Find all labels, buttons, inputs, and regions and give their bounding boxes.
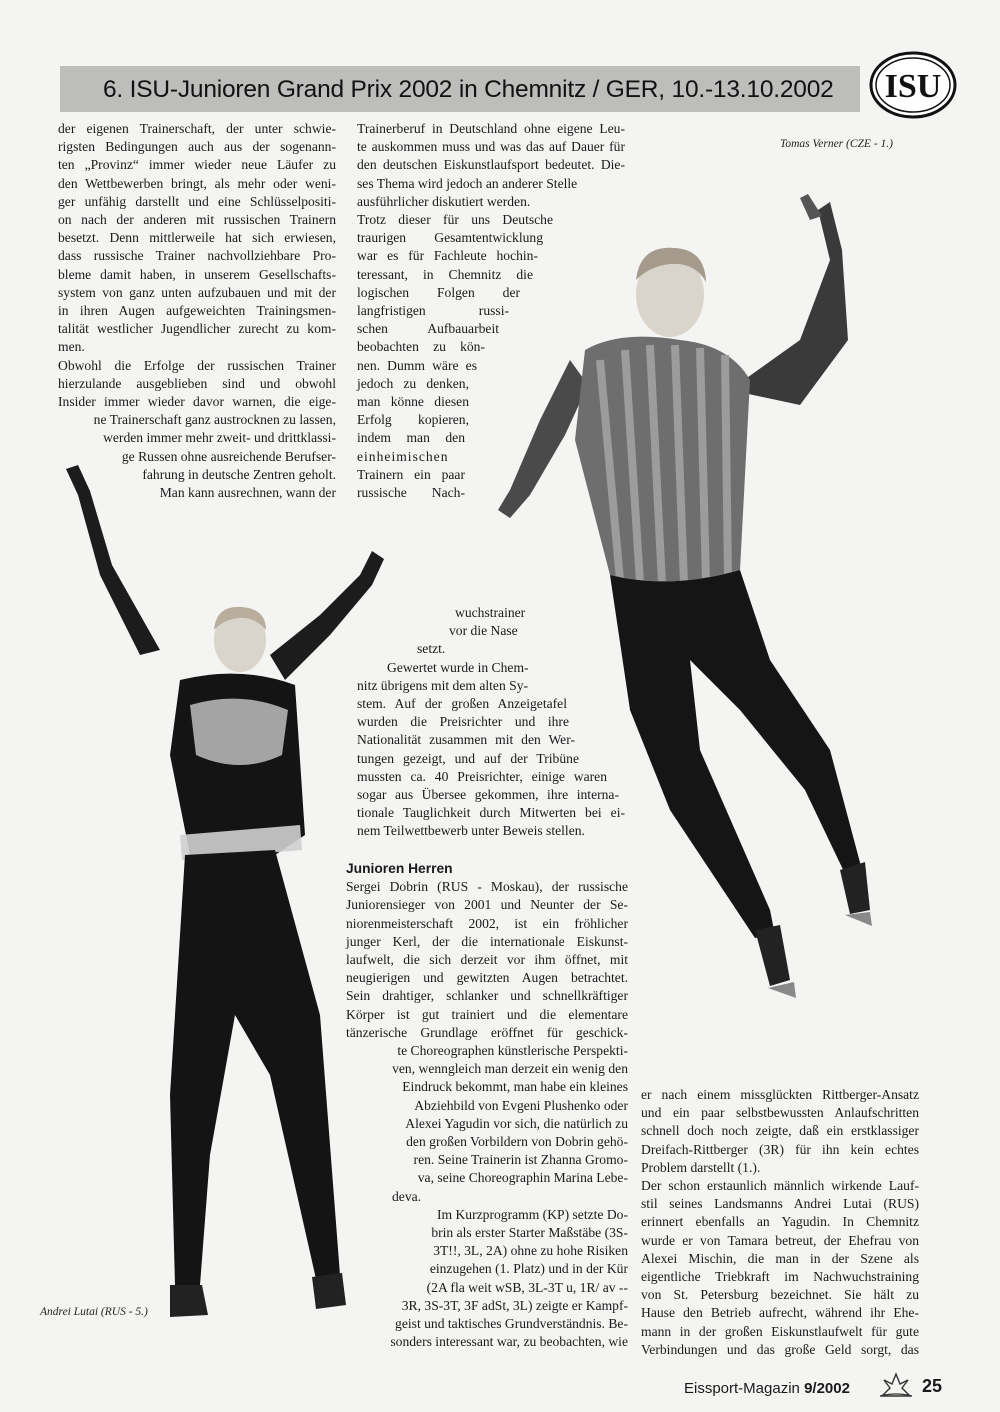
text-line: vor die Nase [449,623,518,639]
text-line: laufwelt, die sich derzeit vor ihm öffnet, mit [346,952,628,968]
text-line: ten „Provinz“ immer wieder neue Läufer zu [58,157,336,173]
text-line: dass russische Trainer nachvollziehbare Pro- [58,248,336,264]
text-line: Hause den Betrieb aufrecht, während ihr Ehe- [641,1305,919,1321]
text-line: deva. [392,1188,422,1204]
text-line: jedoch zu denken, [357,375,469,391]
footer-magazine-name: Eissport-Magazin [684,1380,800,1397]
text-line: ren. Seine Trainerin ist Zhanna Gromo- [413,1152,628,1168]
text-line: rigsten Bedingungen auch aus der sogenann- [58,139,336,155]
text-line: erinnert ebenfalls an Yagudin. In Chemnitz [641,1214,919,1230]
text-line: Alexei Yagudin vor sich, die natürlich zu [405,1115,628,1131]
text-line: junger Kerl, der die internationale Eiskunst- [346,933,628,949]
text-line: stem. Auf der großen Anzeigetafel [357,696,567,712]
text-line: traurigen Gesamtentwicklung [357,230,543,246]
text-line: niorenmeisterschaft 2002, ist ein fröhlicher [346,915,628,931]
text-line: teressant, in Chemnitz die [357,266,533,282]
text-line: war es für Fachleute hochin- [357,248,538,264]
text-line: Problem darstellt (1.). [641,1159,761,1175]
text-line: Erfolg kopieren, [357,412,469,428]
text-line: geist und taktisches Grundverständnis. Be- [395,1316,628,1332]
text-line: 3T!!, 3L, 2A) ohne zu hohe Risiken [433,1243,628,1259]
text-line: men. [58,339,85,355]
text-line: nem Teilwettbewerb unter Beweis stellen. [357,823,585,839]
text-line: den großen Vorbildern von Dobrin gehö- [406,1134,628,1150]
text-line: system von ganz unten aufzubauen und mit der [58,284,336,300]
text-line: mussten ca. 40 Preisrichter, einige waren [357,768,607,784]
text-line: Dreifach-Rittberger (3R) für ihn kein echtes [641,1141,919,1157]
text-line: russische Nach- [357,485,465,501]
text-line: on nach der anderen mit russischen Trainern [58,212,336,228]
text-line: von St. Petersburg bezeichnet. Sie hält zu [641,1287,919,1303]
text-line: Körper ist gut trainiert und die elementare [346,1006,628,1022]
text-line: sogar aus Übersee gekommen, ihre interna- [357,787,619,803]
text-line: mann in der großen Eiskunstlaufwelt für gute [641,1323,919,1339]
text-line: tänzerische Grundlage eröffnet für geschick- [346,1024,628,1040]
column-2-middle [357,604,627,841]
text-line: nen. Dumm wäre es [357,357,477,373]
text-line: talität westlicher Jugendlicher zurecht zu kom- [58,321,336,337]
text-line: Man kann ausrechnen, wann der [159,485,336,501]
text-line: langfristigen russi- [357,303,509,319]
text-line: Sergei Dobrin (RUS - Moskau), der russische [346,879,628,895]
text-line: Obwohl die Erfolge der russischen Trainer [58,357,336,373]
isu-logo-text: ISU [884,68,942,105]
text-line: ses Thema wird jedoch an anderer Stelle [357,175,578,191]
isu-logo [868,50,958,120]
text-line: Juniorensieger von 2001 und Neunter der Se- [346,897,628,913]
text-line: der eigenen Trainerschaft, der unter schwie- [58,121,336,136]
text-line: wurde er von Tamara betreut, der Ehefrau von [641,1232,919,1248]
text-line: neugierigen und gewitzten Augen betrachtet. [346,970,628,986]
footer-magazine [684,1380,850,1397]
text-line: eigentliche Triebkraft im Nachwuchstraining [641,1269,919,1285]
text-line: stil seines Landsmanns Andrei Lutai (RUS) [641,1196,919,1212]
text-line: man könne diesen [357,394,469,410]
text-line: brin als erster Starter Maßstäbe (3S- [431,1225,628,1241]
text-line: beobachten zu kön- [357,339,485,355]
text-line: ge Russen ohne ausreichende Berufser- [121,448,336,464]
text-line: Trainerberuf in Deutschland ohne eigene Leu- [357,121,625,136]
text-line: tionale Tauglichkeit durch Mitwerten bei ei- [357,805,625,821]
text-line: va, seine Choreographin Marina Lebe- [417,1170,628,1186]
page-title: 6. ISU-Junioren Grand Prix 2002 in Chemnitz / GER, 10.-13.10.2002 [103,76,834,103]
text-line: te auskommen muss und was das auf Dauer für [357,139,625,155]
text-line: und ein paar selbstbewussten Anlaufschritten [641,1105,919,1121]
text-line: er nach einem missglückten Rittberger-Ansatz [641,1087,919,1102]
text-line: Trainern ein paar [357,466,465,482]
text-line: den Wettbewerben bringt, als mehr oder weni- [58,175,336,191]
text-line: den deutschen Eiskunstlaufsport bedeutet. Die- [357,157,625,173]
magazine-skater-icon [878,1372,914,1398]
text-line: bleme damit haben, in unserem Gesellschafts- [58,266,336,282]
text-line: Alexei Mischin, die man in der Szene als [641,1250,919,1266]
column-2-bottom [346,860,628,1351]
text-line: nitz übrigens mit dem alten Sy- [357,677,529,693]
text-line: schnell doch noch zeigte, daß ein erstklassiger [641,1123,919,1139]
photo-andrei-lutai [20,455,400,1335]
section-heading: Junioren Herren [346,861,453,876]
text-line: 3R, 3S-3T, 3F adSt, 3L) zeigte er Kampf- [401,1297,628,1313]
column-1 [58,120,336,502]
text-line: Eindruck bekommt, man habe ein kleines [402,1079,628,1095]
caption-andrei-lutai: Andrei Lutai (RUS - 5.) [40,1306,148,1318]
text-line: tungen gezeigt, und auf der Tribüne [357,750,579,766]
text-line: fahrung in deutsche Zentren geholt. [142,466,336,482]
text-line: ger unfähig darstellt und eine Schlüsselpositi- [58,193,336,209]
text-line: hierzulande ausgeblieben sind und obwohl [58,375,336,391]
column-3 [641,1086,919,1359]
text-line: ven, wenngleich man derzeit ein wenig den [392,1061,628,1077]
text-line: Im Kurzprogramm (KP) setzte Do- [436,1206,628,1222]
text-line: einheimischen [357,448,449,464]
text-line: besetzt. Denn mittlerweile hat sich erwiesen, [58,230,336,246]
text-line: Trotz dieser für uns Deutsche [357,212,553,228]
text-line: (2A fla weit wSB, 3L-3T u, 1R/ av -- [426,1279,628,1295]
text-line: logischen Folgen der [357,284,520,300]
text-line: Insider immer wieder davor warnen, die eige- [58,394,336,410]
text-line: Nationalität zusammen mit den Wer- [357,732,575,748]
text-line: Abziehbild von Evgeni Plushenko oder [414,1097,628,1113]
text-line: ne Trainerschaft ganz austrocknen zu lassen, [93,412,336,428]
text-line: wuchstrainer [455,605,526,620]
text-line: Der schon erstaunlich männlich wirkende Lauf- [641,1178,919,1194]
text-line: werden immer mehr zweit- und drittklassi- [103,430,336,446]
text-line: setzt. [417,641,446,657]
text-line: te Choreographen künstlerische Perspekti- [397,1043,628,1059]
text-line: einzugehen (1. Platz) und in der Kür [429,1261,628,1277]
text-line: schen Aufbauarbeit [357,321,499,337]
text-line: wurden die Preisrichter und ihre [357,714,569,730]
text-line: ausführlicher diskutiert werden. [357,193,531,209]
caption-tomas-verner: Tomas Verner (CZE - 1.) [780,138,893,150]
text-line: indem man den [357,430,465,446]
text-line: sonders interessant war, zu beobachten, wie [390,1334,628,1350]
text-line: Verbindungen und das große Geld sorgt, das [641,1341,919,1357]
text-line: Gewertet wurde in Chem- [387,659,529,675]
footer-issue: 9/2002 [804,1380,850,1397]
text-line: Sein drahtiger, schlanker und schnellkräftiger [346,988,628,1004]
text-line: in ihren Augen aufgeweichten Trainingsmen- [58,303,336,319]
column-2-top [357,120,627,502]
page-number: 25 [922,1376,943,1396]
